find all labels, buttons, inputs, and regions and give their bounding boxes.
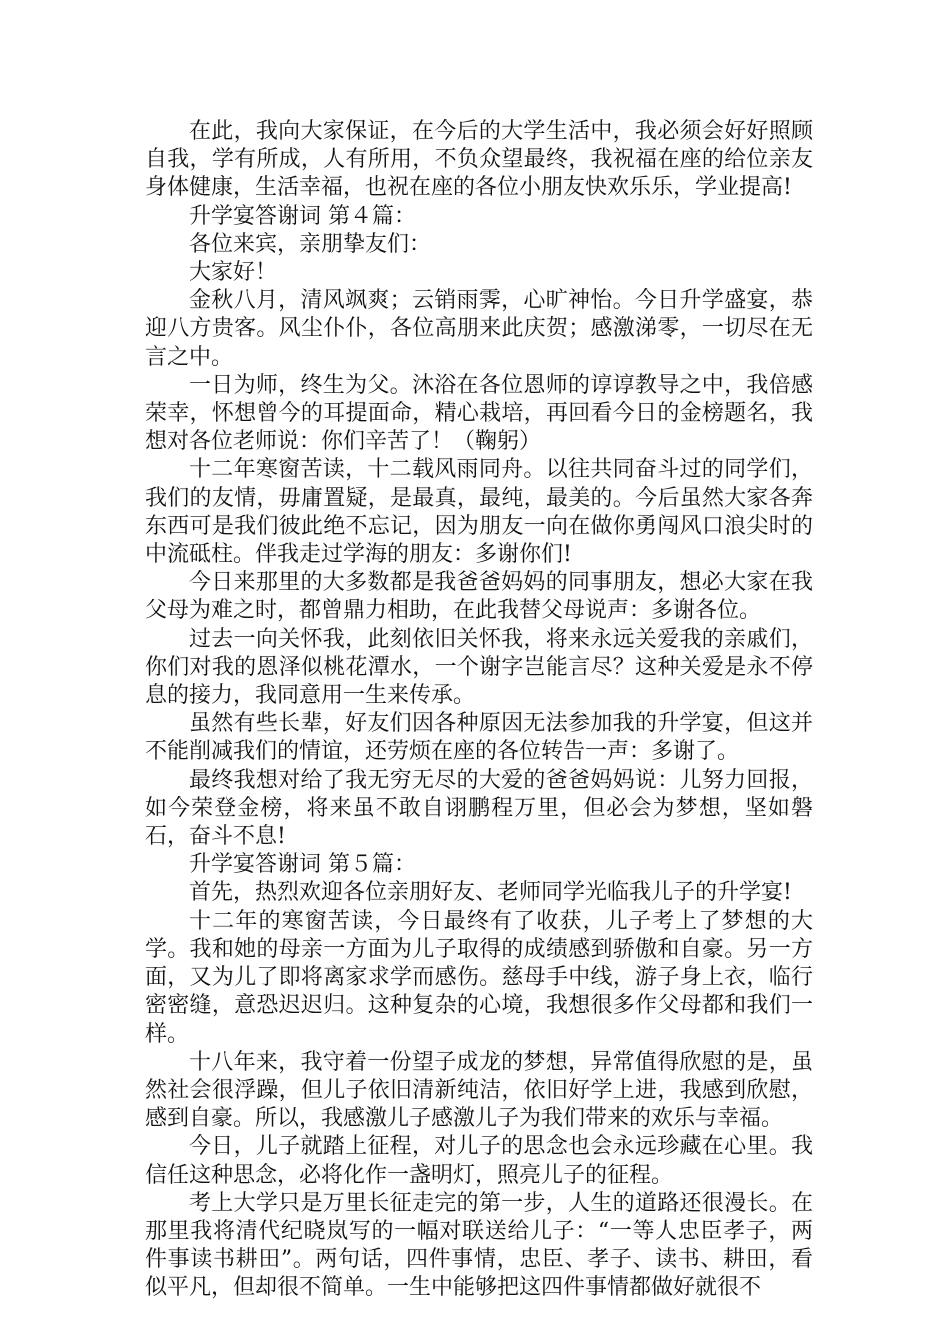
paragraph-twelve-years: 十二年的寒窗苦读，今日最终有了收获，儿子考上了梦想的大学。我和她的母亲一方面为儿子取得的成绩感到骄傲和自豪。另一方面，又为儿了即将离家求学而感伤。慈母手中线，游子身上衣，临行密密缝，意恐迟迟归。这种复杂的心境，我想很多作父母都和我们一样。: [145, 908, 813, 1047]
paragraph-greeting-guests: 各位来宾，亲朋挚友们：: [189, 231, 432, 257]
paragraph-journey: 今日，儿子就踏上征程，对儿子的思念也会永远珍藏在心里。我信任这种思念，必将化作一盏明灯，照亮儿子的征程。: [145, 1134, 813, 1188]
paragraph-autumn: 金秋八月，清风飒爽；云销雨霁，心旷神怡。今日升学盛宴，恭迎八方贵客。风尘仆仆，各位高朋来此庆贺；感激涕零，一切尽在无言之中。: [145, 288, 813, 370]
document-body: [145, 118, 813, 1303]
paragraph-to-parents: 最终我想对给了我无穷无尽的大爱的爸爸妈妈说：儿努力回报，如今荣登金榜，将来虽不敢自诩鹏程万里，但必会为梦想，坚如磐石，奋斗不息!: [145, 767, 813, 850]
section-heading-4: 升学宴答谢词 第４篇：: [189, 203, 416, 229]
paragraph-parents-friends: 今日来那里的大多数都是我爸爸妈妈的同事朋友，想必大家在我父母为难之时，都曾鼎力相助，在此我替父母说声：多谢各位。: [145, 570, 813, 624]
section-heading-5: 升学宴答谢词 第５篇：: [189, 852, 416, 878]
paragraph-closing-promise: 在此，我向大家保证，在今后的大学生活中，我必须会好好照顾自我，学有所成，人有所用，不负众望最终，我祝福在座的给位亲友身体健康，生活幸福，也祝在座的各位小朋友快欢乐乐，学业提高!: [145, 119, 813, 201]
paragraph-absent-elders: 虽然有些长辈，好友们因各种原因无法参加我的升学宴，但这并不能削减我们的情谊，还劳烦在座的各位转告一声：多谢了。: [145, 711, 813, 765]
paragraph-welcome: 首先，热烈欢迎各位亲朋好友、老师同学光临我儿子的升学宴!: [189, 880, 792, 906]
paragraph-teachers: 一日为师，终生为父。沐浴在各位恩师的谆谆教导之中，我倍感荣幸，怀想曾今的耳提面命，精心栽培，再回看今日的金榜题名，我想对各位老师说：你们辛苦了！（鞠躬）: [145, 372, 813, 455]
paragraph-classmates: 十二年寒窗苦读，十二载风雨同舟。以往共同奋斗过的同学们，我们的友情，毋庸置疑，是最真，最纯，最美的。今后虽然大家各奔东西可是我们彼此绝不忘记，因为朋友一向在做你勇闯风口浪尖时的中流砥柱。伴我走过学海的朋友：多谢你们!: [145, 457, 813, 568]
paragraph-relatives: 过去一向关怀我，此刻依旧关怀我，将来永远关爱我的亲戚们，你们对我的恩泽似桃花潭水，一个谢字岂能言尽？这种关爱是永不停息的接力，我同意用一生来传承。: [145, 626, 813, 709]
paragraph-hello: 大家好！: [189, 260, 278, 286]
paragraph-eighteen-years: 十八年来，我守着一份望子成龙的梦想，异常值得欣慰的是，虽然社会很浮躁，但儿子依旧清新纯洁，依旧好学上进，我感到欣慰，感到自豪。所以，我感激儿子感激儿子为我们带来的欢乐与幸福。: [145, 1049, 813, 1132]
paragraph-couplet: 考上大学只是万里长征走完的第一步，人生的道路还很漫长。在那里我将清代纪晓岚写的一幅对联送给儿子：“一等人忠臣孝子，两件事读书耕田”。两句话，四件事情，忠臣、孝子、读书、耕田，看似平凡，但却很不简单。一生中能够把这四件事情都做好就很不: [145, 1190, 813, 1301]
